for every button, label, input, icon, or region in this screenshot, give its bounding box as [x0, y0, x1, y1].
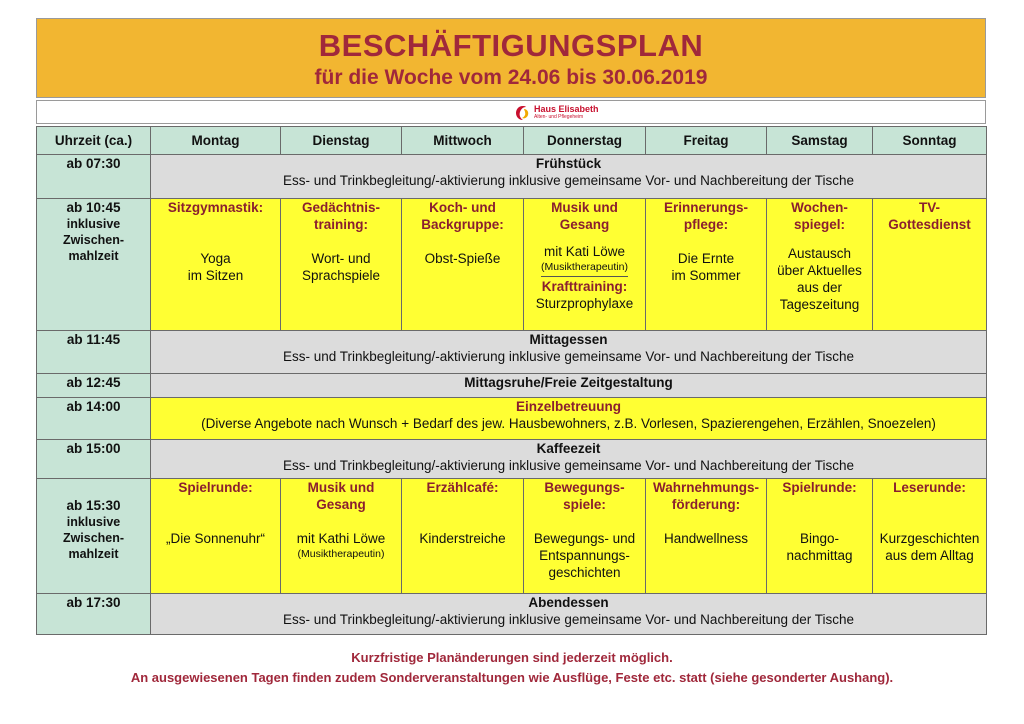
- time-lunch: ab 11:45: [37, 331, 151, 374]
- afternoon-samstag: Spielrunde: Bingo- nachmittag: [767, 479, 873, 594]
- header-row: [37, 127, 987, 155]
- morning-samstag: Wochen- spiegel: Austausch über Aktuelles aus der Tageszeitung: [767, 199, 873, 331]
- row-breakfast: [37, 155, 987, 199]
- col-header-sonntag: Sonntag: [873, 127, 987, 155]
- lunch-cell: [151, 331, 987, 374]
- row-afternoon: [37, 479, 987, 594]
- time-rest: ab 12:45: [37, 374, 151, 398]
- coffee-title: Kaffeezeit: [536, 441, 601, 456]
- afternoon-mittwoch: Erzählcafé: Kinderstreiche: [402, 479, 524, 594]
- morning-sonntag: TV- Gottesdienst: [873, 199, 987, 331]
- schedule-table: [36, 126, 987, 635]
- row-lunch: [37, 331, 987, 374]
- col-header-dienstag: Dienstag: [281, 127, 402, 155]
- afternoon-sonntag: Leserunde: Kurzgeschichten aus dem Alltag: [873, 479, 987, 594]
- lunch-desc: Ess- und Trinkbegleitung/-aktivierung inklusive gemeinsame Vor- und Nachbereitung der Tische: [282, 349, 855, 364]
- time-coffee: ab 15:00: [37, 440, 151, 479]
- col-header-donnerstag: Donnerstag: [524, 127, 646, 155]
- footer-line-2: An ausgewiesenen Tagen finden zudem Sonderveranstaltungen wie Ausflüge, Feste etc. statt (siehe gesonderter Aushang).: [130, 670, 894, 685]
- logo: [515, 104, 599, 122]
- footer-line-1: Kurzfristige Planänderungen sind jederzeit möglich.: [351, 650, 673, 665]
- dinner-cell: [151, 594, 987, 635]
- afternoon-freitag: Wahrnehmungs- förderung: Handwellness: [646, 479, 767, 594]
- individual-title: Einzelbetreuung: [515, 399, 621, 414]
- haus-elisabeth-logo-icon: [515, 105, 531, 121]
- lunch-title: Mittagessen: [529, 332, 608, 347]
- morning-mittwoch: Koch- und Backgruppe: Obst-Spieße: [402, 199, 524, 331]
- breakfast-title: Frühstück: [535, 156, 602, 171]
- time-individual: ab 14:00: [37, 398, 151, 440]
- dinner-desc: Ess- und Trinkbegleitung/-aktivierung inklusive gemeinsame Vor- und Nachbereitung der Tische: [282, 612, 855, 627]
- col-header-montag: Montag: [151, 127, 281, 155]
- morning-montag: Sitzgymnastik: Yoga im Sitzen: [151, 199, 281, 331]
- plan-header: [36, 18, 986, 98]
- col-header-mittwoch: Mittwoch: [402, 127, 524, 155]
- row-coffee: [37, 440, 987, 479]
- logo-tagline: Alten- und Pflegeheim: [534, 114, 584, 120]
- page-title: BESCHÄFTIGUNGSPLAN: [318, 28, 704, 63]
- cell-divider: [541, 276, 628, 277]
- coffee-desc: Ess- und Trinkbegleitung/-aktivierung inklusive gemeinsame Vor- und Nachbereitung der Tische: [282, 458, 855, 473]
- breakfast-desc: Ess- und Trinkbegleitung/-aktivierung inklusive gemeinsame Vor- und Nachbereitung der Tische: [282, 173, 855, 188]
- col-header-freitag: Freitag: [646, 127, 767, 155]
- coffee-cell: [151, 440, 987, 479]
- individual-desc: (Diverse Angebote nach Wunsch + Bedarf des jew. Hausbewohners, z.B. Vorlesen, Spazierengehen, Erzählen, Snoezelen): [201, 416, 936, 431]
- logo-strip: [36, 100, 986, 124]
- morning-freitag: Erinnerungs- pflege: Die Ernte im Sommer: [646, 199, 767, 331]
- col-header-time: Uhrzeit (ca.): [37, 127, 151, 155]
- afternoon-dienstag: Musik und Gesang mit Kathi Löwe (Musiktherapeutin): [281, 479, 402, 594]
- afternoon-donnerstag: Bewegungs- spiele: Bewegungs- und Entspannungs- geschichten: [524, 479, 646, 594]
- dinner-title: Abendessen: [528, 595, 609, 610]
- time-breakfast: ab 07:30: [37, 155, 151, 199]
- time-morning: ab 10:45 inklusive Zwischen- mahlzeit: [37, 199, 151, 331]
- row-rest: [37, 374, 987, 398]
- morning-donnerstag: Musik und Gesang mit Kati Löwe (Musiktherapeutin) Krafttraining: Sturzprophylaxe: [524, 199, 646, 331]
- row-dinner: [37, 594, 987, 635]
- afternoon-montag: Spielrunde: „Die Sonnenuhr“: [151, 479, 281, 594]
- morning-dienstag: Gedächtnis- training: Wort- und Sprachspiele: [281, 199, 402, 331]
- row-individual: [37, 398, 987, 440]
- rest-title: Mittagsruhe/Freie Zeitgestaltung: [464, 375, 673, 390]
- logo-name: Haus Elisabeth: [534, 104, 599, 114]
- col-header-samstag: Samstag: [767, 127, 873, 155]
- breakfast-cell: [151, 155, 987, 199]
- rest-cell: [151, 374, 987, 398]
- week-subtitle: für die Woche vom 24.06 bis 30.06.2019: [314, 66, 708, 89]
- time-dinner: ab 17:30: [37, 594, 151, 635]
- row-morning: [37, 199, 987, 331]
- time-afternoon: ab 15:30 inklusive Zwischen- mahlzeit: [37, 479, 151, 594]
- individual-cell: [151, 398, 987, 440]
- footer-notes: [0, 648, 1024, 688]
